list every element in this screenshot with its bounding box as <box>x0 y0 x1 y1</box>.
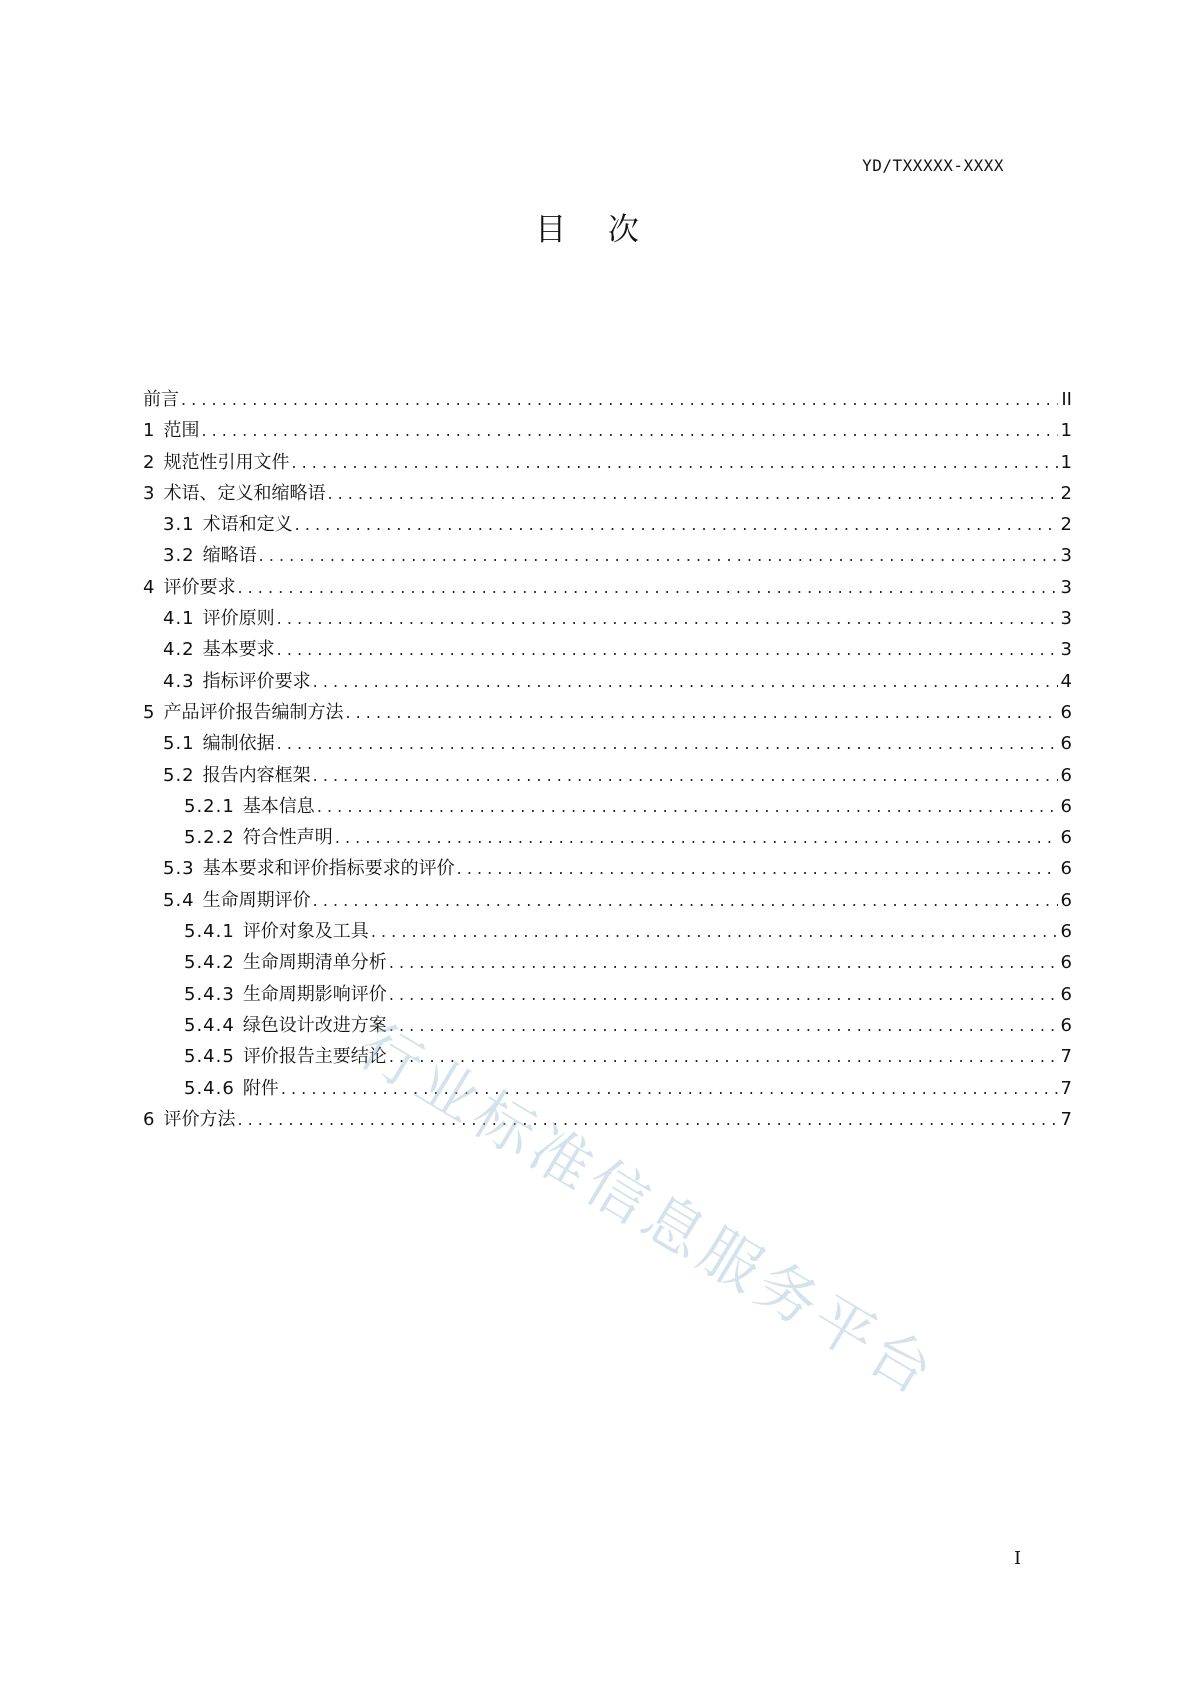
toc-entry[interactable] <box>143 822 1072 853</box>
toc-entry[interactable] <box>143 1010 1072 1041</box>
toc-entry-page: 7 <box>1060 1077 1072 1099</box>
toc-entry[interactable] <box>143 979 1072 1010</box>
toc-entry-number: 4.1 <box>163 608 195 630</box>
toc-entry-page: 3 <box>1060 608 1072 630</box>
toc-entry[interactable] <box>143 478 1072 509</box>
toc-entry-number: 3.1 <box>163 514 195 536</box>
toc-dot-leader <box>277 728 1058 759</box>
toc-entry-number: 5.2.2 <box>184 827 235 849</box>
toc-entry[interactable] <box>143 791 1072 822</box>
toc-entry-label: 范围 <box>163 420 200 442</box>
toc-entry-page: II <box>1061 389 1072 410</box>
toc-entry-label: 规范性引用文件 <box>163 451 290 473</box>
toc-entry-page: 6 <box>1060 701 1072 723</box>
toc-entry-number: 4 <box>143 576 156 598</box>
toc-entry-number: 2 <box>143 451 156 473</box>
toc-entry-label: 编制依据 <box>202 733 275 755</box>
toc-dot-leader <box>277 634 1058 665</box>
toc-entry-number: 4.2 <box>163 639 195 661</box>
toc-dot-leader <box>313 885 1058 916</box>
toc-entry-label: 评价原则 <box>202 608 275 630</box>
toc-dot-leader <box>389 1010 1058 1041</box>
toc-dot-leader <box>281 1073 1058 1104</box>
toc-entry[interactable] <box>143 509 1072 540</box>
toc-entry-page: 6 <box>1060 952 1072 974</box>
document-code: YD/TXXXXX-XXXX <box>862 156 1004 175</box>
toc-entry[interactable] <box>143 1041 1072 1072</box>
toc-dot-leader <box>327 478 1058 509</box>
toc-entry-number: 5.2 <box>163 764 195 786</box>
toc-entry-page: 3 <box>1060 545 1072 567</box>
toc-entry[interactable] <box>143 603 1072 634</box>
toc-entry-label: 生命周期评价 <box>202 889 311 911</box>
toc-entry-label: 评价对象及工具 <box>242 921 369 943</box>
toc-entry-page: 2 <box>1060 514 1072 536</box>
toc-entry-page: 7 <box>1060 1046 1072 1068</box>
toc-dot-leader <box>335 822 1058 853</box>
toc-entry-label: 基本要求和评价指标要求的评价 <box>202 858 455 880</box>
toc-entry-number: 1 <box>143 420 156 442</box>
toc-entry-page: 6 <box>1060 764 1072 786</box>
toc-dot-leader <box>317 791 1058 822</box>
toc-entry-page: 6 <box>1060 983 1072 1005</box>
toc-entry-page: 6 <box>1060 827 1072 849</box>
toc-entry-number: 6 <box>143 1108 156 1130</box>
toc-entry-number: 3 <box>143 482 156 504</box>
toc-dot-leader <box>371 916 1058 947</box>
toc-entry-number: 3.2 <box>163 545 195 567</box>
toc-entry-page: 6 <box>1060 795 1072 817</box>
toc-dot-leader <box>389 947 1058 978</box>
toc-entry-page: 3 <box>1060 639 1072 661</box>
toc-dot-leader <box>313 760 1058 791</box>
toc-entry[interactable] <box>143 384 1072 415</box>
toc-dot-leader <box>389 1041 1058 1072</box>
toc-entry-label: 生命周期影响评价 <box>242 983 387 1005</box>
toc-entry-label: 评价方法 <box>163 1108 236 1130</box>
toc-entry-label: 基本信息 <box>242 795 315 817</box>
toc-entry[interactable] <box>143 728 1072 759</box>
toc-entry-label: 术语、定义和缩略语 <box>163 482 326 504</box>
toc-entry-page: 6 <box>1060 1014 1072 1036</box>
toc-entry-label: 评价要求 <box>163 576 236 598</box>
toc-entry-page: 1 <box>1060 420 1072 442</box>
toc-entry-label: 报告内容框架 <box>202 764 311 786</box>
toc-entry-page: 3 <box>1060 576 1072 598</box>
toc-entry[interactable] <box>143 666 1072 697</box>
toc-entry[interactable] <box>143 760 1072 791</box>
toc-entry-number: 5 <box>143 701 156 723</box>
page-number: I <box>1014 1548 1022 1569</box>
toc-entry-number: 5.4.3 <box>184 983 235 1005</box>
toc-dot-leader <box>291 447 1058 478</box>
toc-dot-leader <box>259 540 1058 571</box>
toc-entry-label: 前言 <box>143 389 179 410</box>
toc-entry[interactable] <box>143 1104 1072 1135</box>
toc-dot-leader <box>313 666 1058 697</box>
toc-entry-number: 5.4 <box>163 889 195 911</box>
toc-entry-page: 6 <box>1060 733 1072 755</box>
toc-entry-label: 生命周期清单分析 <box>242 952 387 974</box>
toc-entry-label: 符合性声明 <box>242 827 333 849</box>
toc-entry-number: 5.4.2 <box>184 952 235 974</box>
toc-entry-number: 5.3 <box>163 858 195 880</box>
toc-dot-leader <box>201 415 1058 446</box>
toc-entry-label: 评价报告主要结论 <box>242 1046 387 1068</box>
toc-entry[interactable] <box>143 697 1072 728</box>
toc-entry-page: 4 <box>1060 670 1072 692</box>
toc-dot-leader <box>295 509 1058 540</box>
toc-entry-number: 5.2.1 <box>184 795 235 817</box>
toc-entry[interactable] <box>143 947 1072 978</box>
toc-dot-leader <box>345 697 1058 728</box>
toc-entry-page: 6 <box>1060 921 1072 943</box>
toc-entry-label: 基本要求 <box>202 639 275 661</box>
toc-dot-leader <box>277 603 1058 634</box>
toc-entry-label: 产品评价报告编制方法 <box>163 701 344 723</box>
toc-entry[interactable] <box>143 853 1072 884</box>
toc-entry-number: 5.4.1 <box>184 921 235 943</box>
toc-entry-page: 6 <box>1060 889 1072 911</box>
watermark: 行业标准信息服务平台 <box>347 1011 950 1412</box>
toc-entry-page: 6 <box>1060 858 1072 880</box>
toc-entry-number: 5.4.4 <box>184 1014 235 1036</box>
toc-entry[interactable] <box>143 447 1072 478</box>
toc-dot-leader <box>237 572 1058 603</box>
toc-entry[interactable] <box>143 634 1072 665</box>
toc-dot-leader <box>389 979 1058 1010</box>
toc-dot-leader <box>457 853 1058 884</box>
toc-entry-page: 2 <box>1060 482 1072 504</box>
toc-dot-leader <box>181 384 1058 415</box>
toc-entry[interactable] <box>143 540 1072 571</box>
page-title: 目 次 <box>535 212 655 248</box>
toc-entry-page: 1 <box>1060 451 1072 473</box>
toc-entry-number: 5.4.6 <box>184 1077 235 1099</box>
toc-entry-number: 4.3 <box>163 670 195 692</box>
toc-entry[interactable] <box>143 916 1072 947</box>
toc-entry[interactable] <box>143 415 1072 446</box>
table-of-contents <box>143 384 1072 1135</box>
toc-entry-label: 附件 <box>242 1077 279 1099</box>
toc-entry-label: 术语和定义 <box>202 514 293 536</box>
toc-entry-label: 绿色设计改进方案 <box>242 1014 387 1036</box>
toc-entry-number: 5.4.5 <box>184 1046 235 1068</box>
toc-entry[interactable] <box>143 1073 1072 1104</box>
toc-entry-number: 5.1 <box>163 733 195 755</box>
toc-entry-label: 指标评价要求 <box>202 670 311 692</box>
toc-dot-leader <box>237 1104 1058 1135</box>
toc-entry[interactable] <box>143 572 1072 603</box>
toc-entry[interactable] <box>143 885 1072 916</box>
toc-entry-label: 缩略语 <box>202 545 257 567</box>
toc-entry-page: 7 <box>1060 1108 1072 1130</box>
